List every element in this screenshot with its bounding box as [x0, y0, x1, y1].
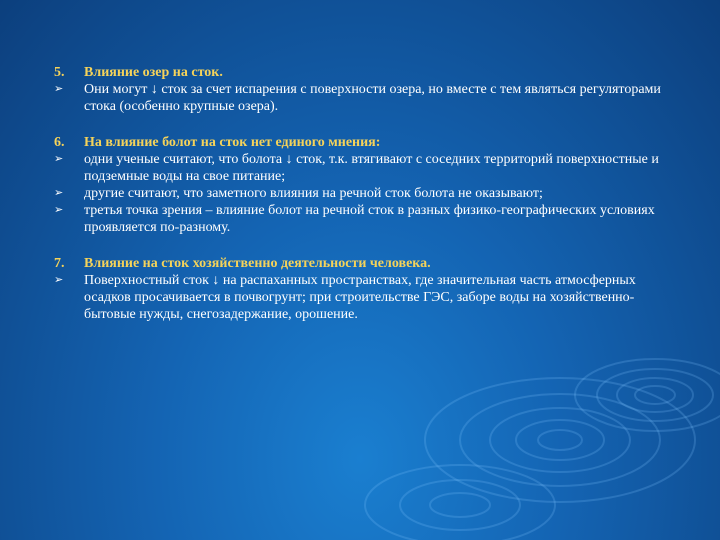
- section-heading: [54, 64, 674, 81]
- section-title: Влияние озер на сток.: [84, 65, 223, 80]
- section-title: Влияние на сток хозяйственно деятельности человека.: [84, 256, 431, 271]
- section-lakes: [54, 64, 674, 115]
- list-item: [54, 185, 674, 202]
- section-human-activity: [54, 255, 674, 323]
- bullet-text: Поверхностный сток ↓ на распаханных пространствах, где значительная часть атмосферных осадков просачивается в почвогрунт; при строительстве ГЭС, заборе воды на хозяйственно-бытовые нужды, снегозадержание, орошение.: [84, 273, 636, 322]
- section-number: 5.: [54, 65, 65, 80]
- list-item: [54, 81, 674, 115]
- section-title: На влияние болот на сток нет единого мнения:: [84, 135, 381, 150]
- section-swamps: [54, 134, 674, 236]
- list-item: [54, 151, 674, 185]
- bullet-text: третья точка зрения – влияние болот на речной сток в разных физико-географических условиях проявляется по-разному.: [84, 203, 655, 235]
- arrow-bullet-icon: ➢: [54, 204, 64, 216]
- arrow-bullet-icon: ➢: [54, 83, 64, 95]
- section-number: 6.: [54, 135, 65, 150]
- list-item: [54, 202, 674, 236]
- arrow-bullet-icon: ➢: [54, 153, 64, 165]
- arrow-bullet-icon: ➢: [54, 187, 64, 199]
- section-heading: [54, 255, 674, 272]
- bullet-text: Они могут ↓ сток за счет испарения с поверхности озера, но вместе с тем являться регуляторами стока (особенно крупные озера).: [84, 82, 661, 114]
- list-item: [54, 272, 674, 323]
- arrow-bullet-icon: ➢: [54, 274, 64, 286]
- slide-content: [54, 64, 674, 342]
- bullet-text: одни ученые считают, что болота ↓ сток, т.к. втягивают с соседних территорий поверхностные и подземные воды на свое питание;: [84, 152, 659, 184]
- section-heading: [54, 134, 674, 151]
- section-number: 7.: [54, 256, 65, 271]
- bullet-text: другие считают, что заметного влияния на речной сток болота не оказывают;: [84, 186, 543, 201]
